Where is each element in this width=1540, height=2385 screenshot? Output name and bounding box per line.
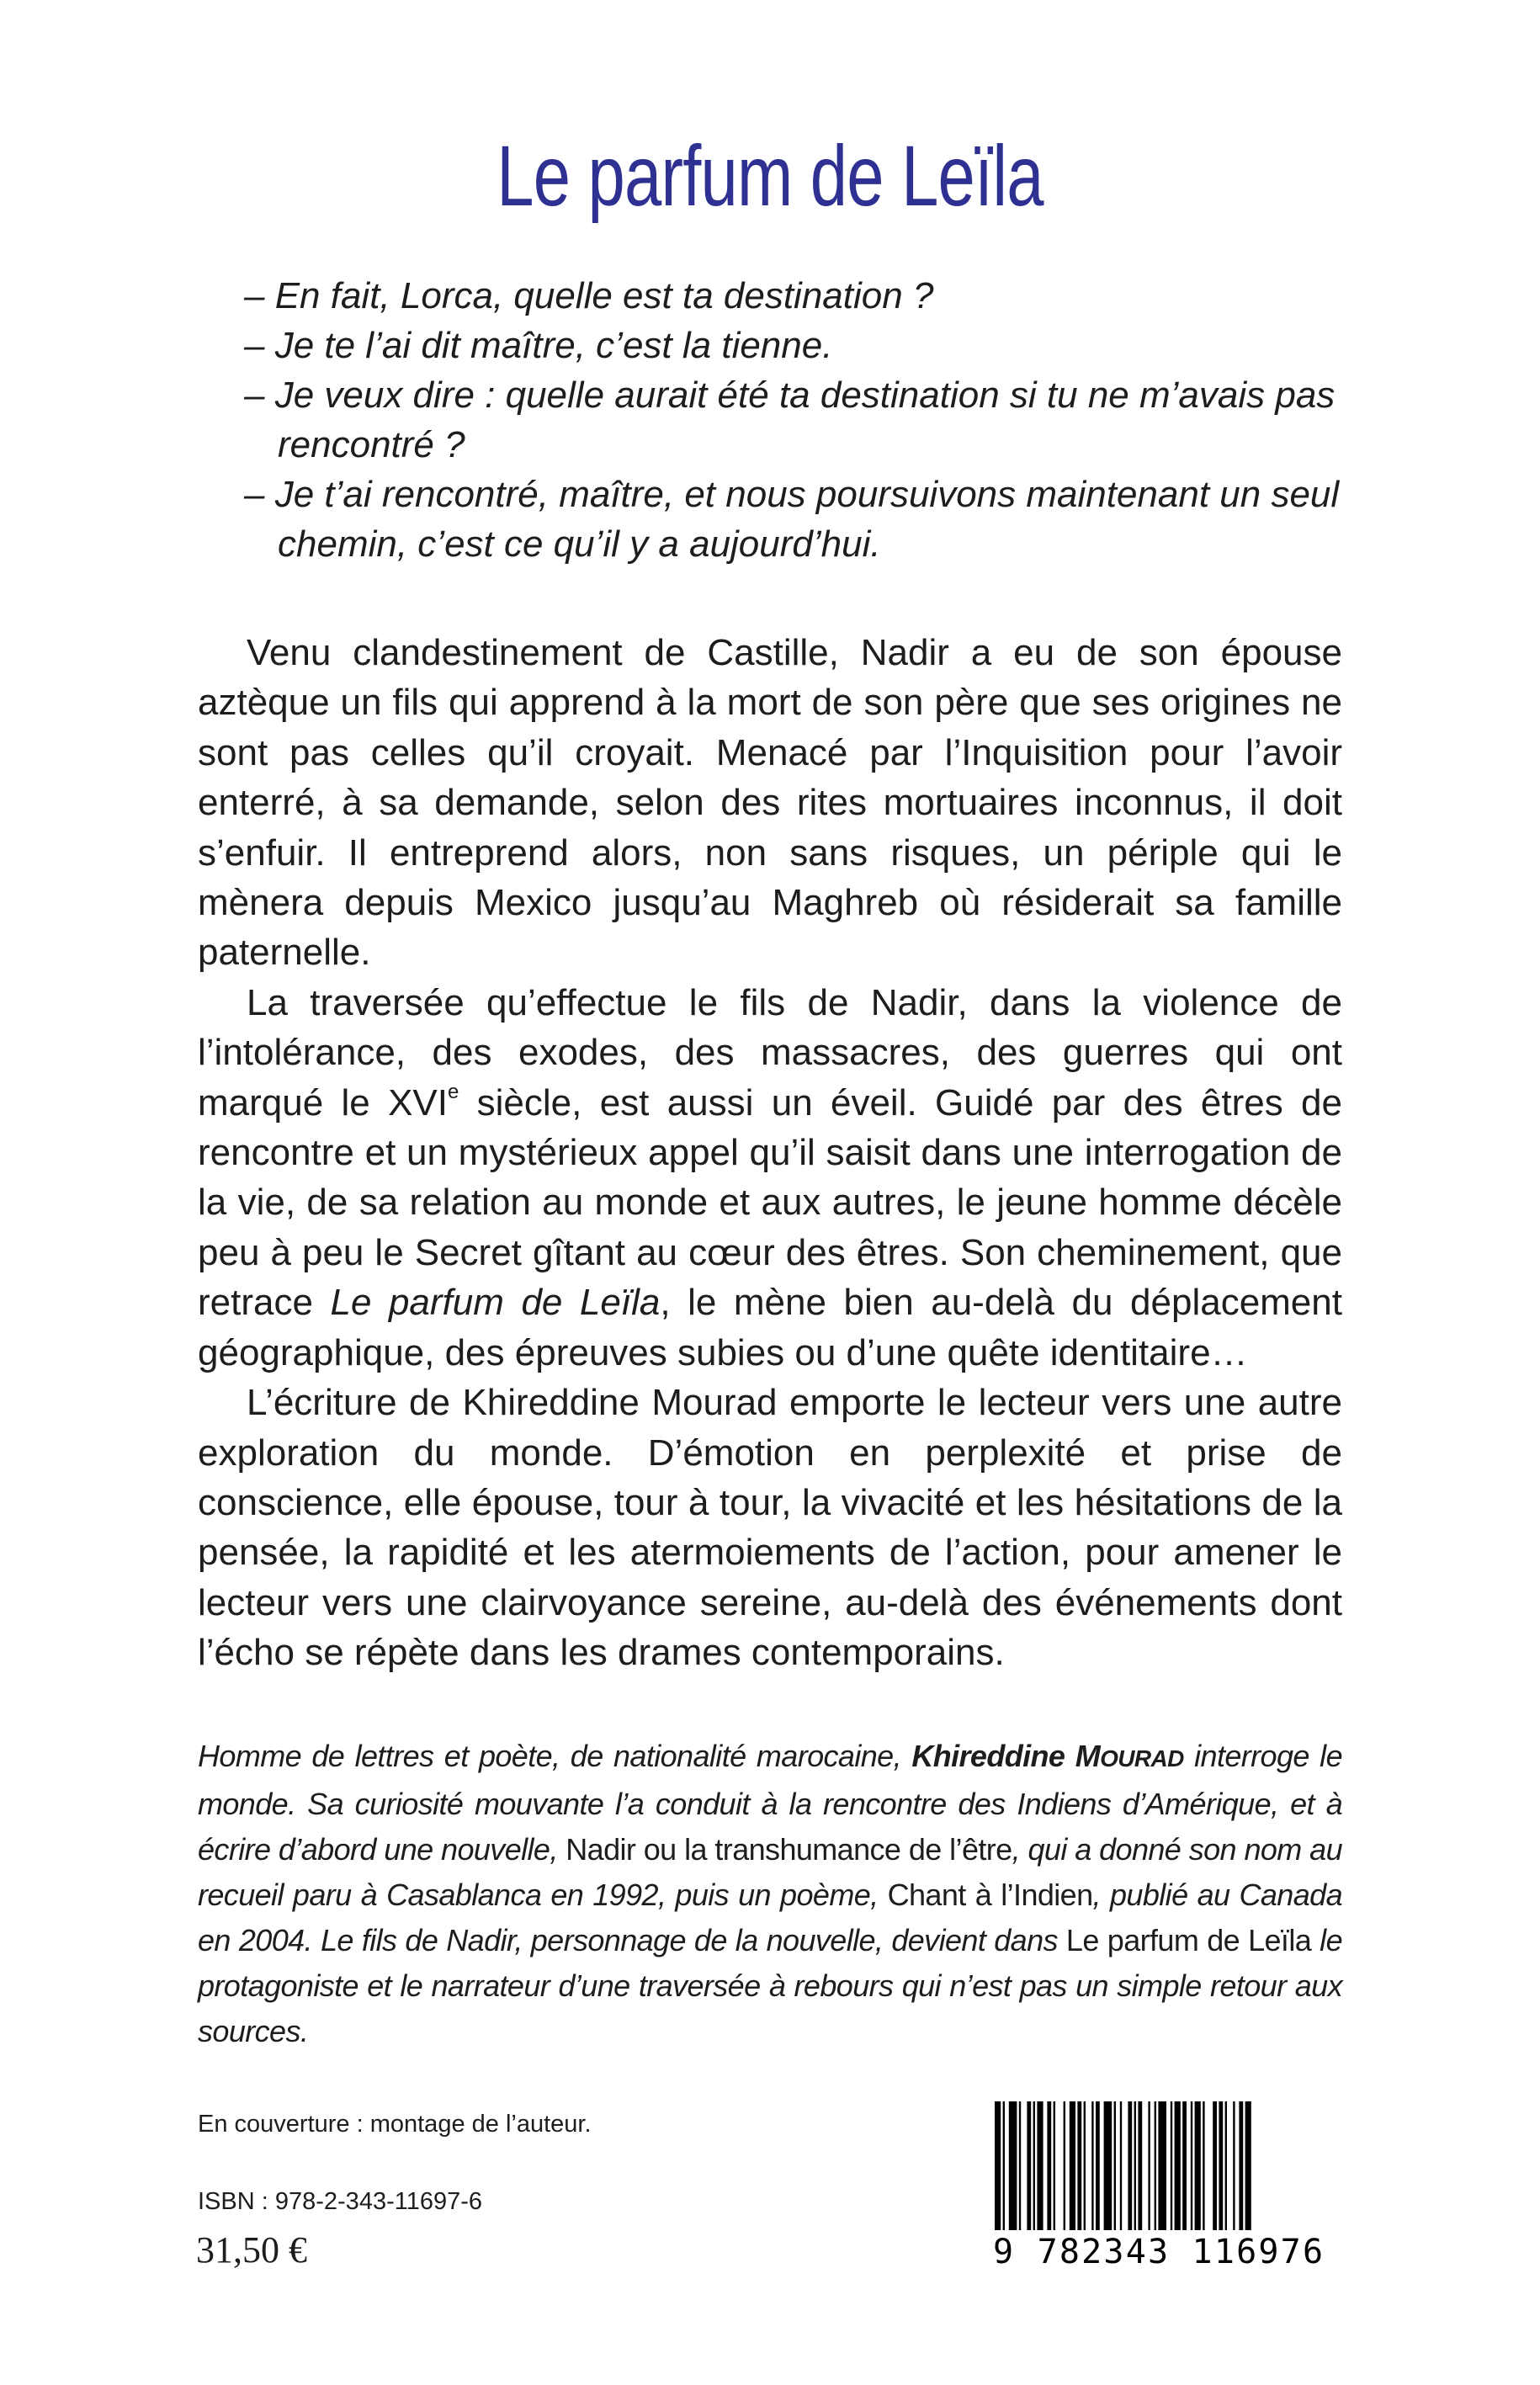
dialogue-line: – Je te l’ai dit maître, c’est la tienne. xyxy=(244,325,833,366)
book-title-mention: Le parfum de Leïla xyxy=(330,1282,661,1324)
bio-text: interroge le monde. Sa curiosité mouvante l’a conduit à la rencontre des Indiens d’Amérique, et à écrire d’abord une nouvelle, xyxy=(198,1739,1342,1867)
book-title: Le parfum de Leïla xyxy=(497,128,1043,224)
summary-paragraph-3: L’écriture de Khireddine Mourad emporte le lecteur vers une autre exploration du monde. D’émotion en perplexité et prise de conscience, elle épouse, tour à tour, la vivacité et les hésitations de la pensée, la rapidité et les atermoiements de l’action, pour amener le lecteur vers une clairvoyance sereine, au-delà des événements dont l’écho se répète dans les drames contemporains. xyxy=(198,1382,1342,1674)
bio-text: Homme de lettres et poète, de nationalité marocaine, xyxy=(198,1739,912,1773)
bio-text: , qui a donné son nom au recueil paru à Casablanca en 1992, puis un poème, xyxy=(198,1832,1343,1912)
dialogue-line: – En fait, Lorca, quelle est ta destination ? xyxy=(244,275,934,316)
dialogue-line: – Je t’ai rencontré, maître, et nous poursuivons maintenant un seul chemin, c’est ce qu’il y a aujourd’hui. xyxy=(244,474,1340,565)
author-name-smallcaps: OURAD xyxy=(1100,1745,1184,1771)
author-name-first: Khireddine M xyxy=(911,1739,1101,1773)
dialogue-line: – Je veux dire : quelle aurait été ta destination si tu ne m’avais pas rencontré ? xyxy=(244,374,1336,465)
summary-paragraph-1: Venu clandestinement de Castille, Nadir a eu de son épouse aztèque un fils qui apprend à la mort de son père que ses origines ne sont pas celles qu’il croyait. Menacé par l’Inquisition pour l’avoir enterré, à sa demande, selon des rites mortuaires inconnus, il doit s’enfuir. Il entreprend alors, non sans risques, un périple qui le mènera depuis Mexico jusqu’au Maghreb où résiderait sa famille paternelle. xyxy=(198,632,1342,974)
author-name xyxy=(911,1739,1183,1773)
bio-text: le protagoniste et le narrateur d’une traversée à rebours qui n’est pas un simple retour aux sources. xyxy=(198,1923,1343,2048)
barcode-digits: 9 782343 116976 xyxy=(990,2230,1340,2274)
bio-text: , publié au Canada en 2004. Le fils de Nadir, personnage de la nouvelle, devient dans xyxy=(198,1878,1342,1957)
work-title: Le parfum de Leïla xyxy=(1065,1923,1312,1957)
cover-credit: En couverture : montage de l’auteur. xyxy=(198,2111,592,2138)
work-title: Nadir ou la transhumance de l’être xyxy=(566,1832,1012,1867)
book-summary xyxy=(198,628,1342,1678)
isbn: ISBN : 978-2-343-11697-6 xyxy=(198,2188,483,2215)
summary-text: , le mène bien au-delà du déplacement géographique, des épreuves subies ou d’une quête identitaire… xyxy=(198,1282,1342,1373)
century-superscript: e xyxy=(447,1080,459,1103)
price: 31,50 € xyxy=(196,2229,307,2271)
author-bio xyxy=(198,1734,1342,2054)
summary-paragraph-2 xyxy=(198,978,1342,1378)
summary-text: La traversée qu’effectue le fils de Nadir, dans la violence de l’intolérance, des exodes, des massacres, des guerres qui ont marqué le XVI xyxy=(198,981,1342,1123)
summary-text: siècle, est aussi un éveil. Guidé par des êtres de rencontre et un mystérieux appel qu’il saisit dans une interrogation de la vie, de sa relation au monde et aux autres, le jeune homme décèle peu à peu le Secret gîtant au cœur des êtres. Son cheminement, que retrace xyxy=(198,1081,1342,1324)
dialogue-excerpt xyxy=(244,271,1346,569)
work-title: Chant à l’Indien xyxy=(887,1878,1093,1912)
